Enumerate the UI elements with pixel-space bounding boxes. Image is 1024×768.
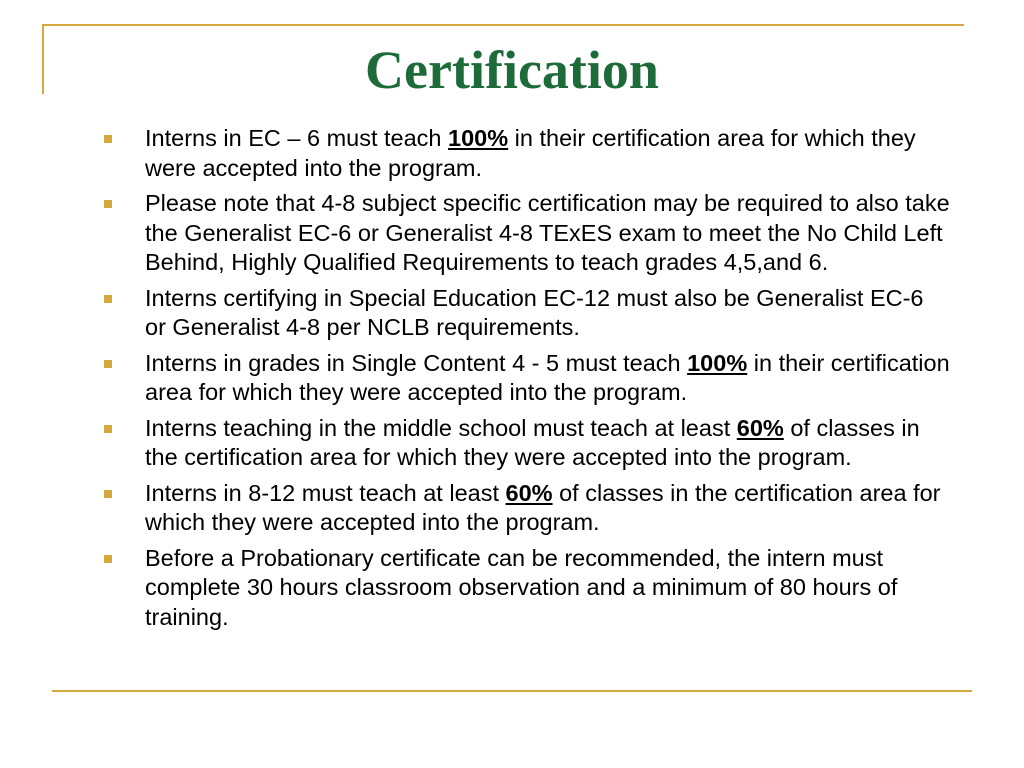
bullet-item <box>100 284 950 343</box>
bullet-text-tail: in their certification area for which they were accepted into the program. <box>145 349 950 405</box>
bullet-text-tail: in their certification area for which they were accepted into the program. <box>145 125 916 181</box>
square-bullet-icon <box>104 200 112 208</box>
square-bullet-icon <box>104 135 112 143</box>
square-bullet-icon <box>104 555 112 563</box>
bullet-item <box>100 189 950 278</box>
bullet-highlight: 60% <box>736 414 784 441</box>
bullet-text: Interns in grades in Single Content 4 - 5 must teach <box>145 349 688 376</box>
slide-title: Certification <box>365 40 659 100</box>
bullet-item <box>100 124 950 183</box>
frame-bottom-rule <box>52 690 972 692</box>
bullet-item <box>100 414 950 473</box>
bullet-text: Please note that 4-8 subject specific certification may be required to also take the Generalist EC-6 or Generalist 4-8 TExES exam to meet the No Child Left Behind, Highly Qualified Requirements to teach grades 4,5,and 6. <box>145 190 950 275</box>
bullet-highlight: 100% <box>687 349 748 376</box>
bullet-highlight: 60% <box>505 479 553 506</box>
bullet-item <box>100 479 950 538</box>
square-bullet-icon <box>104 490 112 498</box>
bullet-text: Interns teaching in the middle school must teach at least <box>145 414 737 441</box>
bullet-text-tail: of classes in the certification area for which they were accepted into the program. <box>145 479 941 535</box>
bullet-item <box>100 544 950 633</box>
bullet-highlight: 100% <box>448 125 509 151</box>
bullet-item <box>100 349 950 408</box>
bullet-text: Interns certifying in Special Education EC-12 must also be Generalist EC-6 or Generalist 4-8 per NCLB requirements. <box>145 284 924 340</box>
bullet-text: Before a Probationary certificate can be recommended, the intern must complete 30 hours classroom observation and a minimum of 80 hours of training. <box>145 544 898 630</box>
square-bullet-icon <box>104 360 112 368</box>
square-bullet-icon <box>104 295 112 303</box>
bullet-text-tail: of classes in the certification area for which they were accepted into the program. <box>145 414 920 470</box>
bullet-text: Interns in 8-12 must teach at least <box>145 479 506 506</box>
bullet-list <box>100 124 950 638</box>
bullet-text: Interns in EC – 6 must teach <box>145 125 449 151</box>
frame-top-rule <box>42 24 964 26</box>
square-bullet-icon <box>104 425 112 433</box>
